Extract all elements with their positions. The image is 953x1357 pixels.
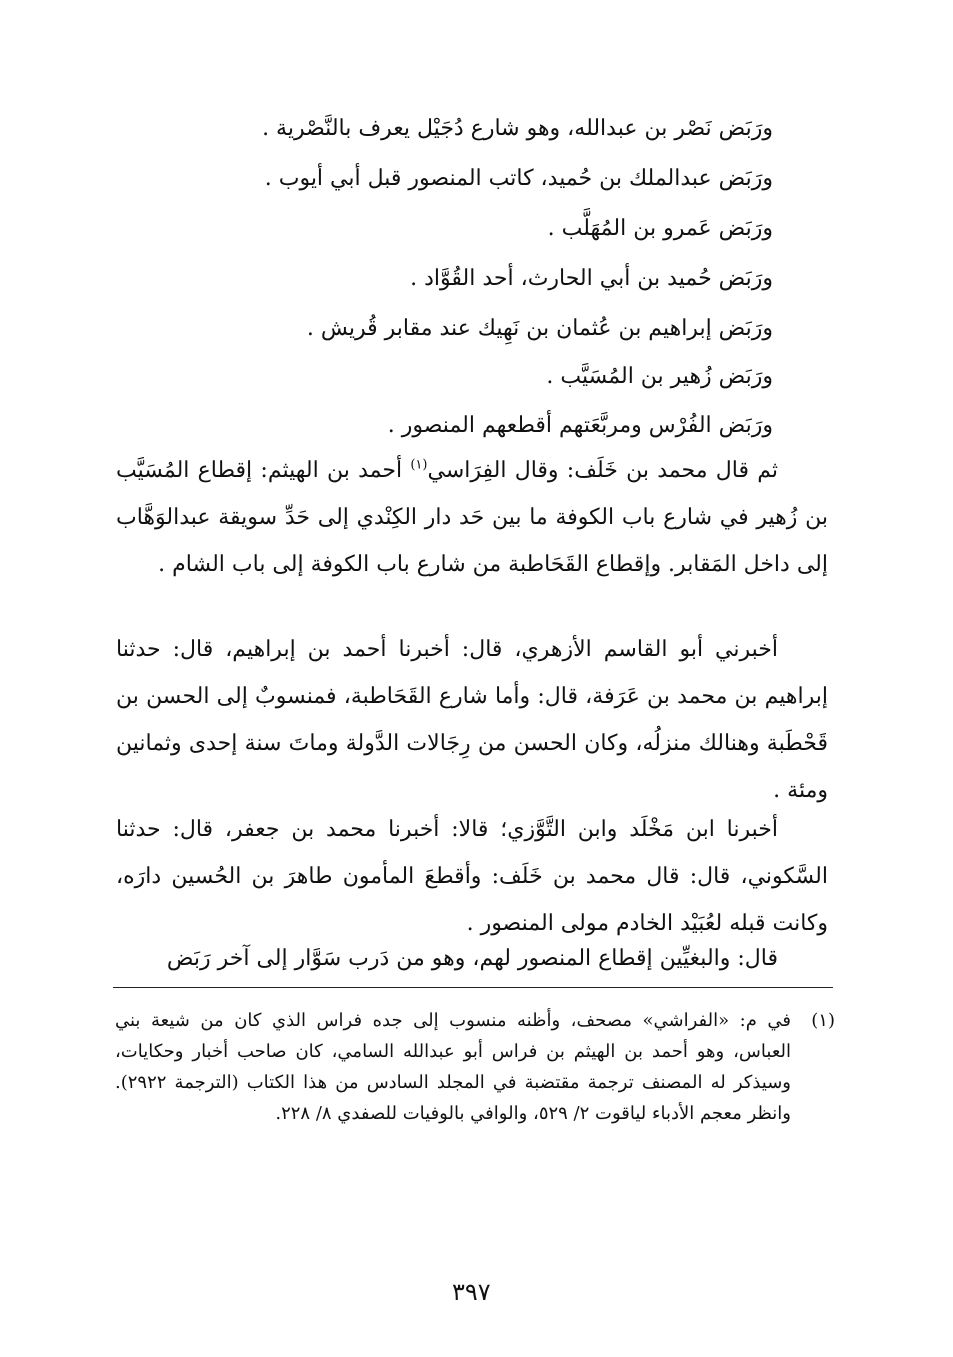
paragraph-text: أحمد بن الهيثم: إقطاع المُسَيَّب بن زُهير في شارع باب الكوفة ما بين حَد دار الكِنْدي إلى حَدِّ سويقة عبدالوَهَّاب إلى داخل المَقابر. وإقطاع القَحَاطبة من شارع باب الكوفة إلى باب الشام . <box>116 458 828 577</box>
footnote-text: في م: «الفراشي» مصحف، وأظنه منسوب إلى جده فراس الذي كان من شيعة بني العباس، وهو أحمد بن الهيثم بن فراس أبو عبدالله السامي، كان صاحب أخبار وحكايات، وسيذكر له المصنف ترجمة مقتضبة في المجلد السادس من هذا الكتاب (الترجمة ٢٩٢٢). وانظر معجم الأدباء لياقوت ٢/ ٥٢٩، والوافي بالوفيات للصفدي ٨/ ٢٢٨. <box>115 1010 791 1124</box>
entry-line: ورَبَض زُهير بن المُسَيَّب . <box>546 364 773 389</box>
entry-line: ورَبَض عَمرو بن المُهَلَّب . <box>547 216 773 241</box>
entry-line: ورَبَض إبراهيم بن عُثمان بن نَهِيك عند مقابر قُريش . <box>306 316 773 341</box>
footnote-divider <box>113 987 833 988</box>
paragraph-ibn-makhlad: أخبرنا ابن مَخْلَد وابن التَّوَّزي؛ قالا: أخبرنا محمد بن جعفر، قال: حدثنا السَّكوني، قال: قال محمد بن خَلَف: وأقطعَ المأمون طاهرَ بن الحُسين دارَه، وكانت قبله لعُبَيْد الخادم مولى المنصور . <box>116 817 829 936</box>
paragraph-baghiyyin: قال: والبغيِّين إقطاع المنصور لهم، وهو من دَرب سَوَّار إلى آخر رَبَض <box>166 946 778 971</box>
footnote-number: (١) <box>811 1010 835 1031</box>
entry-line: ورَبَض الفُرْس ومربَّعَتهم أقطعهم المنصور . <box>387 413 773 438</box>
paragraph-azhari: أخبرني أبو القاسم الأزهري، قال: أخبرنا أحمد بن إبراهيم، قال: حدثنا إبراهيم بن محمد بن عَرَفة، قال: وأما شارع القَحَاطبة، فمنسوبٌ إلى الحسن بن قَحْطَبة وهنالك منزلُه، وكان الحسن من رِجَالات الدَّولة وماتَ سنة إحدى وثمانين ومئة . <box>116 637 828 803</box>
paragraph-text: ثم قال محمد بن خَلَف: وقال الفِرَاسي <box>427 458 778 483</box>
page-number: ٣٩٧ <box>452 1278 491 1306</box>
footnote-marker: (١) <box>410 457 428 473</box>
entry-line: ورَبَض عبدالملك بن حُميد، كاتب المنصور قبل أبي أيوب . <box>264 166 773 191</box>
entry-line: ورَبَض حُميد بن أبي الحارث، أحد القُوَّاد . <box>410 266 773 291</box>
footnote <box>115 1005 835 1129</box>
entry-line: ورَبَض نَصْر بن عبدالله، وهو شارع دُجَيْل يعرف بالنَّصْرية . <box>262 116 773 141</box>
paragraph-iqta <box>116 447 828 588</box>
